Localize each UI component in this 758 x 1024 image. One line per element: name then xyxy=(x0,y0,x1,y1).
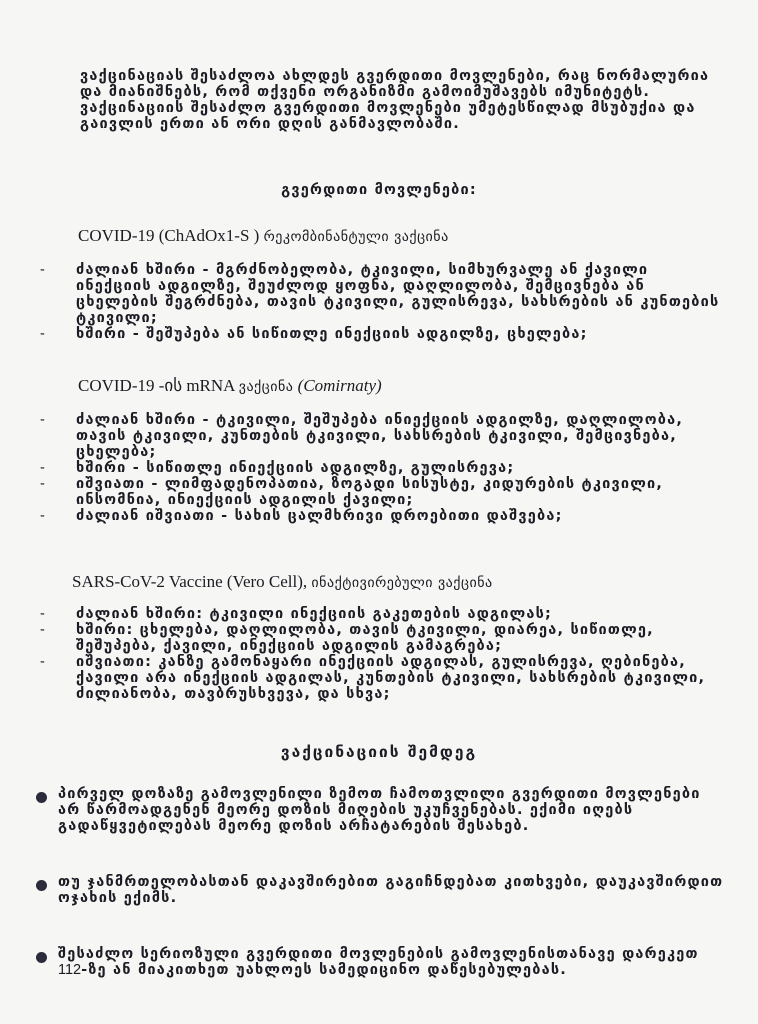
vaccine-name: COVID-19 -ის mRNA xyxy=(78,376,235,395)
list-item: - ძალიან ხშირი: ტკივილი ინექციის გაკეთების ადგილას; xyxy=(40,606,553,622)
vaccine-type: რეკომბინანტული ვაქცინა xyxy=(263,229,449,245)
after-vaccination-heading: ვაქცინაციის შემდეგ xyxy=(280,743,478,761)
vaccine-side-effects-list xyxy=(40,262,730,342)
list-item: თუ ჯანმრთელობასთან დაკავშირებით გაგიჩნდებათ კითხვები, დაუკავშირდით ოჯახის ექიმს. xyxy=(36,874,726,906)
list-item: - ხშირი: ცხელება, დაღლილობა, თავის ტკივილი, დიარეა, სიწითლე, შეშუპება, ქავილი, ინექციის ადგილის გამაგრება; xyxy=(40,622,654,654)
list-item: - იშვიათი - ლიმფადენოპათია, ზოგადი სისუსტე, კიდურების ტკივილი, ინსომნია, ინიექციის ადგილის ქავილი; xyxy=(40,476,664,508)
dash-marker: - xyxy=(40,262,47,278)
list-item: - ხშირი - სიწითლე ინიექციის ადგილზე, გულისრევა; xyxy=(40,460,515,476)
dash-marker: - xyxy=(40,460,47,476)
list-item: შესაძლო სერიოზული გვერდითი მოვლენების გამოვლენისთანავე დარეკეთ 112-ზე ან მიაკითხეთ უახლოეს სამედიცინო დაწესებულებას. xyxy=(36,946,726,978)
vaccine-type: ვაქცინა xyxy=(238,379,294,395)
bullet-icon xyxy=(36,792,47,803)
intro-paragraph: ვაქცინაციას შესაძლოა ახლდეს გვერდითი მოვლენები, რაც ნორმალურია და მიანიშნებს, რომ თქვენი ორგანიზმი გამოიმუშავებს იმუნიტეტს. ვაქცინაციის შესაძლო გვერდითი მოვლენები უმეტესწილად მსუბუქია და გაივლის ერთი ან ორი დღის განმავლობაში. xyxy=(80,68,710,132)
list-item: - ძალიან იშვიათი - სახის ცალმხრივი დროებითი დაშვება; xyxy=(40,508,563,524)
list-item: - იშვიათი: კანზე გამონაყარი ინექციის ადგილას, გულისრევა, ღებინება, ქავილი არა ინექციის ადგილას, კუნთების ტკივილი, სახსრების ტკივილი, ძილიანობა, თავბრუსხვევა, და სხვა; xyxy=(40,654,706,702)
side-effects-heading: გვერდითი მოვლენები: xyxy=(281,182,477,198)
after-vaccination-list xyxy=(36,786,726,978)
bullet-icon xyxy=(36,952,47,963)
dash-marker: - xyxy=(40,412,47,428)
list-item: - ხშირი - შეშუპება ან სიწითლე ინექციის ადგილზე, ცხელება; xyxy=(40,326,588,342)
dash-marker: - xyxy=(40,476,47,492)
vaccine-title-mrna xyxy=(78,376,382,396)
vaccine-side-effects-list xyxy=(40,412,730,524)
list-item: - ძალიან ხშირი - ტკივილი, შეშუპება ინიექციის ადგილზე, დაღლილობა, თავის ტკივილი, კუნთების ტკივილი, სახსრების ტკივილი, შემცივნება, ცხელება; xyxy=(40,412,684,460)
list-item: - ძალიან ხშირი - მგრძნობელობა, ტკივილი, სიმხურვალე ან ქავილი ინექციის ადგილზე, შეუძლოდ ყოფნა, დაღლილობა, შემცივნება ან ცხელების შეგრძნება, თავის ტკივილი, გულისრევა, სახსრების ან კუნთების ტკივილი; xyxy=(40,262,720,326)
emergency-number: 112 xyxy=(58,962,82,978)
vaccine-title-chadox xyxy=(78,226,449,246)
vaccine-title-vero xyxy=(72,572,493,592)
dash-marker: - xyxy=(40,622,47,638)
dash-marker: - xyxy=(40,508,47,524)
dash-marker: - xyxy=(40,326,47,342)
vaccine-name: SARS-CoV-2 Vaccine (Vero Cell), xyxy=(72,572,308,591)
dash-marker: - xyxy=(40,606,47,622)
bullet-icon xyxy=(36,880,47,891)
list-item: პირველ დოზაზე გამოვლენილი ზემოთ ჩამოთვლილი გვერდითი მოვლენები არ წარმოადგენენ მეორე დოზის მიღების უკუჩვენებას. ექიმი იღებს გადაწყვეტილებას მეორე დოზის არჩატარების შესახებ. xyxy=(36,786,726,834)
vaccine-side-effects-list xyxy=(40,606,730,702)
dash-marker: - xyxy=(40,654,47,670)
vaccine-brand: (Comirnaty) xyxy=(297,376,382,395)
vaccine-name: COVID-19 (ChAdOx1-S ) xyxy=(78,226,260,245)
vaccine-type: ინაქტივირებული ვაქცინა xyxy=(311,575,493,591)
